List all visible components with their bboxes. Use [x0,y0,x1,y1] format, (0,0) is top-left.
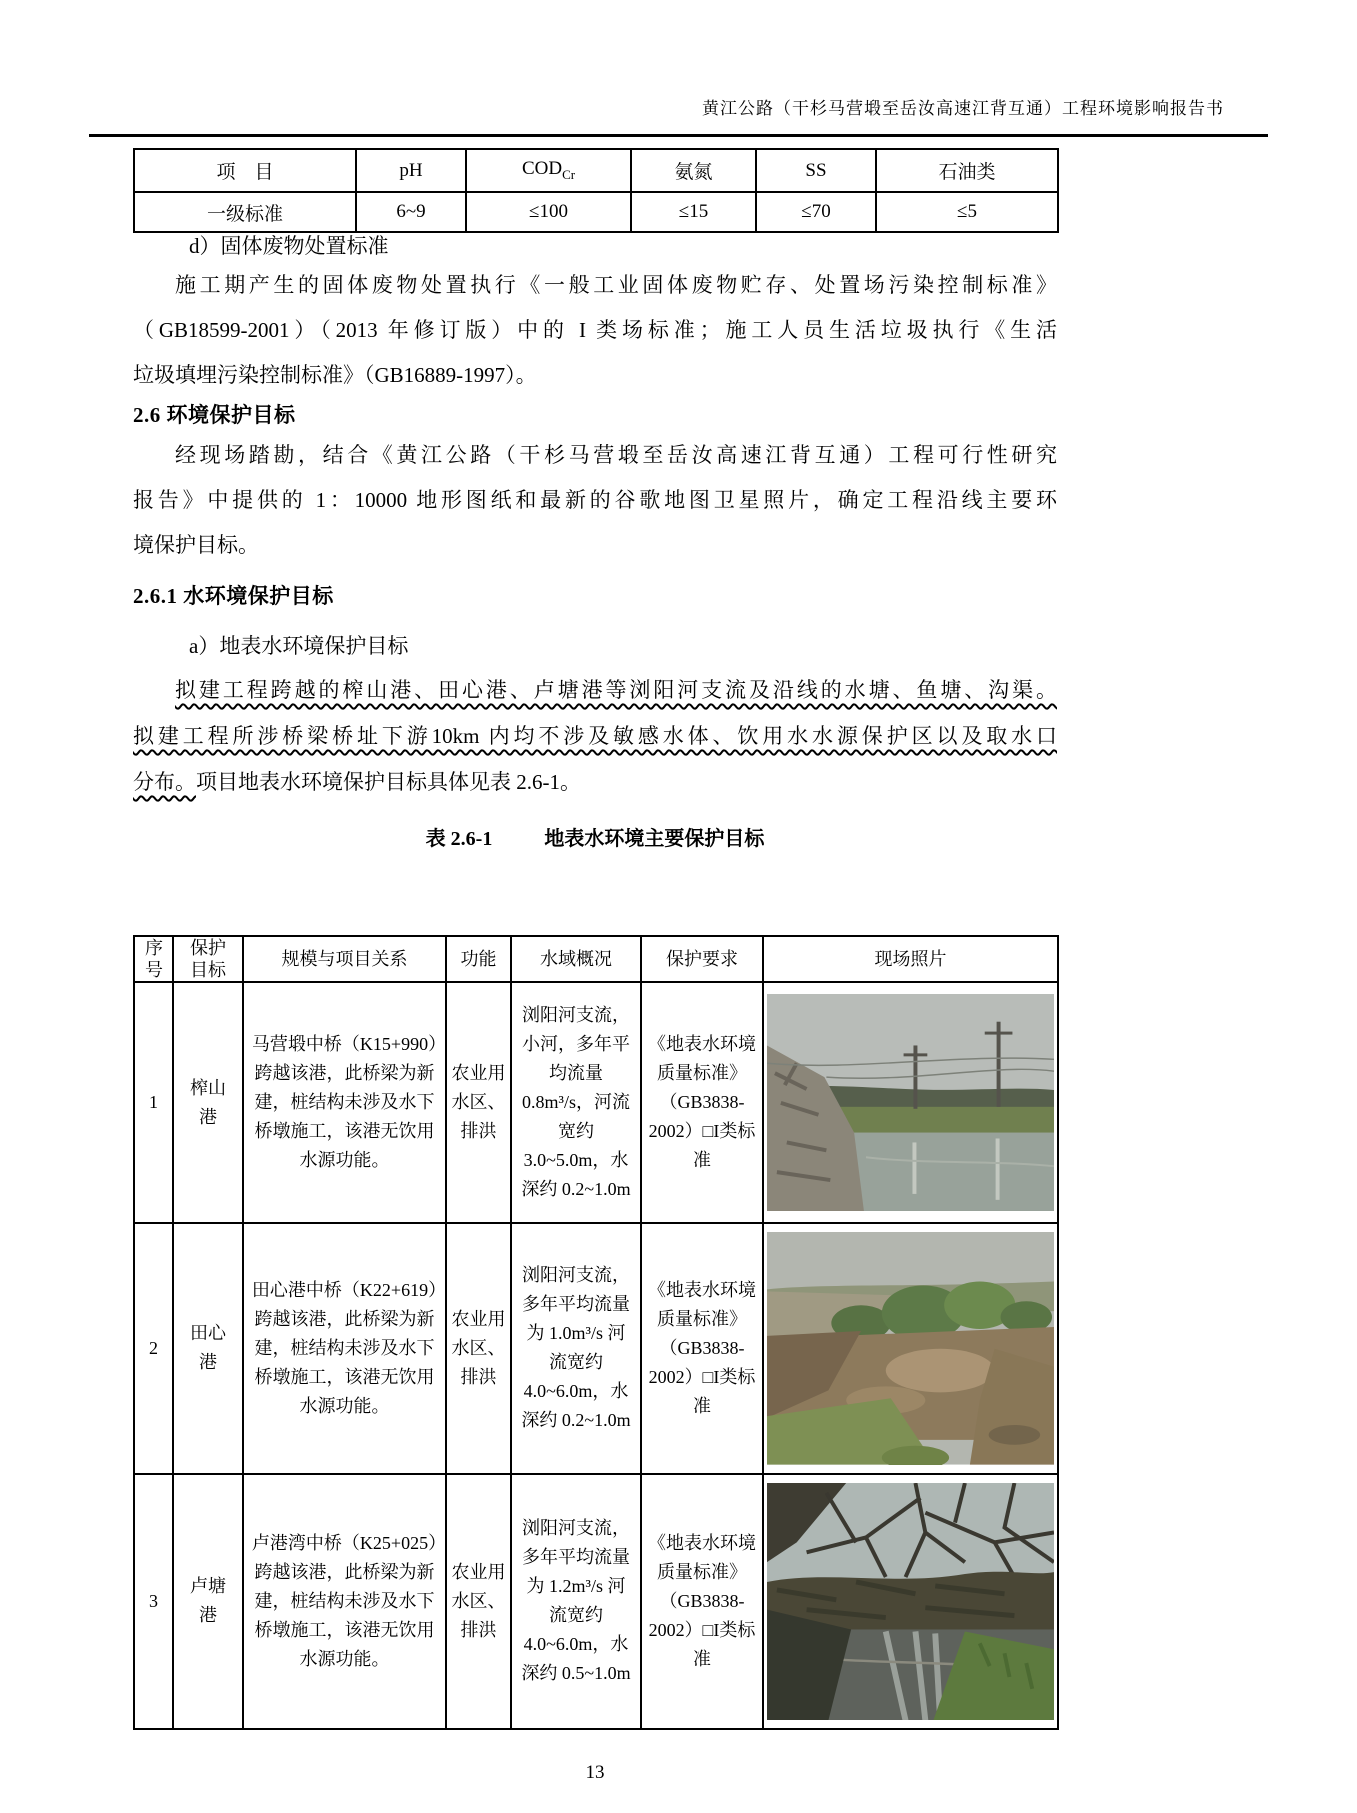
row-photo-cell [763,1474,1058,1730]
table-row [134,1223,1058,1474]
protection-header-row [134,936,1058,982]
table-caption-title: 地表水环境主要保护目标 [544,828,765,850]
protection-targets-table [133,935,1059,1730]
row-requirement: 《地表水环境质量标准》（GB3838-2002）□I类标准 [641,982,763,1223]
paragraph-line: 施工期产生的固体废物处置执行《一般工业固体废物贮存、处置场污染控制标准》 [175,273,1057,297]
row-relation: 田心港中桥（K22+619）跨越该港，此桥梁为新建，桩结构未涉及水下桥墩施工，该港无饮用水源功能。 [243,1223,446,1474]
cod-subscript: Cr [562,166,576,182]
paragraph-line: （GB18599-2001）（2013 年修订版）中的 I 类场标准；施工人员生活垃圾执行《生活 [133,318,1057,342]
paragraph-line: 报告》中提供的 1：10000 地形图纸和最新的谷歌地图卫星照片，确定工程沿线主要环 [133,488,1057,512]
underlined-text: 分布。 [133,770,196,794]
standards-row-label: 一级标准 [134,192,356,232]
heading-d-solid-waste: d）固体废物处置标准 [189,234,389,258]
standards-ph-value: 6~9 [356,192,466,232]
header-divider [89,134,1268,137]
standards-header-row [134,149,1058,192]
paragraph-line: 垃圾填埋污染控制标准》（GB16889-1997）。 [133,363,537,387]
row-water-overview: 浏阳河支流，多年平均流量为 1.2m³/s 河流宽约 4.0~6.0m，水深约 0.5~1.0m [511,1474,641,1730]
standards-value-row [134,192,1058,232]
row-water-overview: 浏阳河支流，小河，多年平均流量 0.8m³/s，河流宽约 3.0~5.0m，水深约 0.2~1.0m [511,982,641,1223]
paragraph-line [133,713,1057,759]
site-photo-tianxingang [767,1232,1054,1465]
site-photo-lutanggang [767,1483,1054,1721]
cod-label: COD [521,158,563,180]
row-target: 榨山港 [173,982,243,1223]
standards-col-ss: SS [756,149,876,192]
standards-col-ammonia: 氨氮 [631,149,756,192]
row-no: 2 [134,1223,173,1474]
table-caption [133,822,1057,851]
paragraph-line: 境保护目标。 [133,533,259,557]
wastewater-standards-table [133,148,1059,233]
heading-2-6-1: 2.6.1 水环境保护目标 [133,584,334,608]
paragraph-solid-waste [133,263,1057,398]
paragraph-line: 经现场踏勘，结合《黄江公路（干杉马营塅至岳汝高速江背互通）工程可行性研究 [175,443,1057,467]
site-photo-zhashangang [767,994,1054,1212]
row-water-overview: 浏阳河支流，多年平均流量为 1.0m³/s 河流宽约 4.0~6.0m，水深约 0.2~1.0m [511,1223,641,1474]
standards-col-item: 项 目 [134,149,356,192]
row-photo-cell [763,1223,1058,1474]
row-function: 农业用水区、排洪 [446,1223,511,1474]
heading-a-surface-water: a）地表水环境保护目标 [189,634,409,658]
standards-oil-value: ≤5 [876,192,1058,232]
table-row [134,982,1058,1223]
row-function: 农业用水区、排洪 [446,1474,511,1730]
paragraph-survey [133,433,1057,568]
paragraph-water-targets [133,667,1057,805]
standards-col-cod [466,149,631,192]
col-header-water: 水域概况 [511,936,641,982]
table-caption-label: 表 2.6-1 [425,828,493,850]
row-requirement: 《地表水环境质量标准》（GB3838-2002）□I类标准 [641,1474,763,1730]
standards-col-oil: 石油类 [876,149,1058,192]
plain-text: 项目地表水环境保护目标具体见表 2.6-1。 [196,770,581,794]
page-number: 13 [585,1762,605,1783]
row-no: 1 [134,982,173,1223]
page-header-title: 黄江公路（干杉马营塅至岳汝高速江背互通）工程环境影响报告书 [702,99,1224,118]
row-requirement: 《地表水环境质量标准》（GB3838-2002）□I类标准 [641,1223,763,1474]
underlined-text: 拟建工程所涉桥梁桥址下游10km 内均不涉及敏感水体、饮用水水源保护区以及取水口 [133,724,1057,748]
row-relation: 卢港湾中桥（K25+025）跨越该港，此桥梁为新建，桩结构未涉及水下桥墩施工，该港无饮用水源功能。 [243,1474,446,1730]
col-header-no: 序号 [134,936,173,982]
paragraph-line [133,667,1057,713]
row-function: 农业用水区、排洪 [446,982,511,1223]
standards-ss-value: ≤70 [756,192,876,232]
row-target: 田心港 [173,1223,243,1474]
col-header-target: 保护目标 [173,936,243,982]
row-photo-cell [763,982,1058,1223]
paragraph-line [133,759,1057,805]
col-header-requirement: 保护要求 [641,936,763,982]
table-row [134,1474,1058,1730]
underlined-text: 拟建工程跨越的榨山港、田心港、卢塘港等浏阳河支流及沿线的水塘、鱼塘、沟渠。 [175,678,1057,702]
col-header-photo: 现场照片 [763,936,1058,982]
standards-cod-value: ≤100 [466,192,631,232]
col-header-function: 功能 [446,936,511,982]
standards-col-ph: pH [356,149,466,192]
col-header-relation: 规模与项目关系 [243,936,446,982]
standards-ammonia-value: ≤15 [631,192,756,232]
heading-2-6: 2.6 环境保护目标 [133,403,296,427]
row-relation: 马营塅中桥（K15+990）跨越该港，此桥梁为新建，桩结构未涉及水下桥墩施工，该港无饮用水源功能。 [243,982,446,1223]
row-no: 3 [134,1474,173,1730]
row-target: 卢塘港 [173,1474,243,1730]
